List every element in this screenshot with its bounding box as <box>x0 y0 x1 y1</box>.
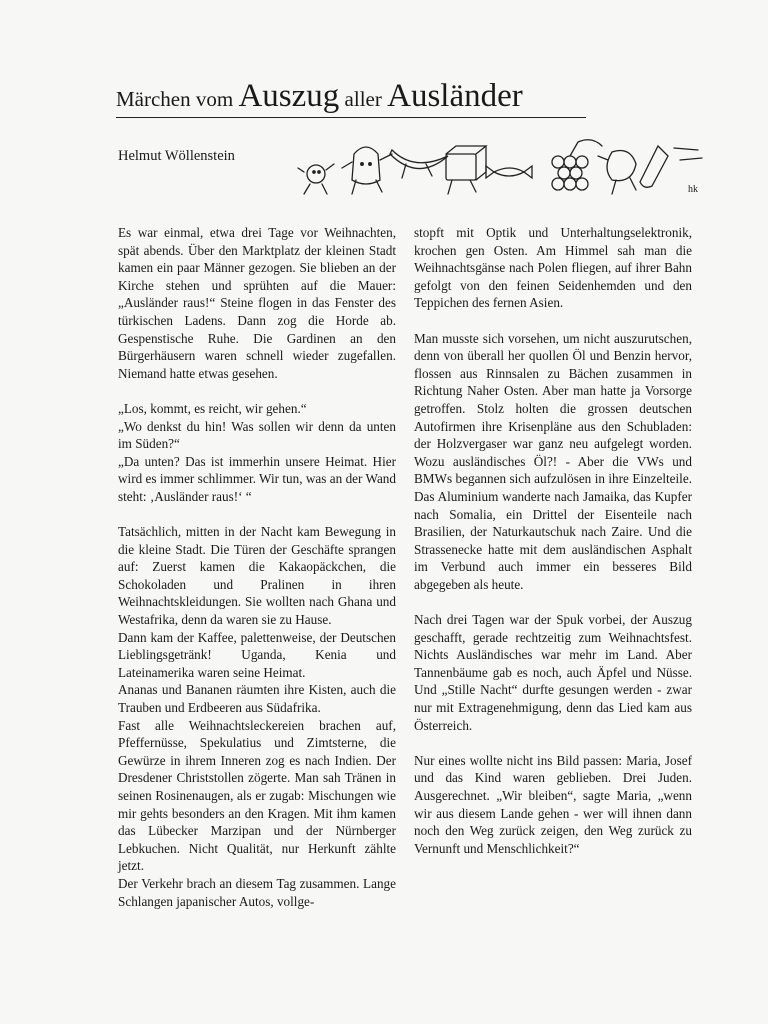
paragraph: Nur eines wollte nicht ins Bild passen: Maria, Josef und das Kind waren geblieben. Drei Juden. Ausgerechnet. „Wir bleiben“, sagte Maria, „wenn wir aus diesem Lande gehen - wer will ihnen dann noch den Weg zurück zeigen, den Weg zurück zu Vernunft und Menschlichkeit?“ <box>414 752 692 856</box>
paragraph: Ananas und Bananen räumten ihre Kisten, auch die Trauben und Erdbeeren aus Südafrika. <box>118 682 396 716</box>
svg-text:hk: hk <box>688 184 698 195</box>
text-column-left <box>118 224 396 910</box>
page-title <box>116 78 586 118</box>
paragraph: Der Verkehr brach an diesem Tag zusammen. Lange Schlangen japanischer Autos, vollge- <box>118 875 396 909</box>
paragraph: Es war einmal, etwa drei Tage vor Weihnachten, spät abends. Über den Marktplatz der kleinen Stadt kamen ein paar Männer gezogen. Sie blieben an der Kirche stehen und sprühten auf die Mauer: „Ausländer raus!“ Steine flogen in das Fenster des türkischen Ladens. Dann zog die Horde ab. Gespenstische Ruhe. Die Gardinen an den Bürgerhäusern waren schnell wieder zugefallen. Niemand hatte etwas gesehen. <box>118 225 396 381</box>
paragraph: Man musste sich vorsehen, um nicht auszurutschen, denn von überall her quollen Öl und Benzin hervor, flossen aus Rinnsalen zu Bächen zusammen in Richtung Naher Osten. Aber man hatte ja Vorsorge getroffen. Stolz holten die grossen deutschen Autofirmen ihre Krisenpläne aus den Schubladen: der Holzvergaser war ganz neu aufgelegt worden. Wozu ausländisches Öl?! - Aber die VWs und BMWs begannen sich aufzulösen in ihre Einzelteile. Das Aluminium wanderte nach Jamaika, das Kupfer nach Somalia, ein Drittel der Eisenteile nach Brasilien, der Naturkautschuk nach Zaire. Und die Strassenecke hatte mit dem ausländischen Asphalt im Verbund auch immer ein besseres Bild abgegeben als heute. <box>414 330 692 592</box>
text-column-right <box>414 224 692 875</box>
paragraph: stopft mit Optik und Unterhaltungselektronik, krochen gen Osten. Am Himmel sah man die Weihnachtsgänse nach Polen fliegen, auf ihrer Bahn gefolgt von den feinen Seidenhemden und den Teppichen des fernen Asien. <box>414 225 692 311</box>
paragraph: Nach drei Tagen war der Spuk vorbei, der Auszug geschafft, gerade rechtzeitig zum Weihnachtsfest. Nichts Ausländisches war mehr im Land. Aber Tannenbäume gab es noch, auch Äpfel und Nüsse. Und „Stille Nacht“ durfte gesungen werden - zwar nur mit Extragenehmigung, denn das Lied kam aus Österreich. <box>414 612 692 733</box>
paragraph: „Los, kommt, es reicht, wir gehen.“ <box>118 400 307 416</box>
paragraph: Dann kam der Kaffee, palettenweise, der Deutschen Lieblingsgetränk! Uganda, Kenia und Lateinamerika waren seine Heimat. <box>118 629 396 680</box>
title-part-4: Ausländer <box>387 78 523 114</box>
paragraph: Tatsächlich, mitten in der Nacht kam Bewegung in die kleine Stadt. Die Türen der Geschäfte sprangen auf: Zuerst kamen die Kakaopäckchen, die Schokoladen und Pralinen in ihren Weihnachtskleidungen. Sie wollten nach Ghana und Westafrika, denn da waren sie zu Hause. <box>118 524 396 628</box>
title-part-1: Märchen vom <box>116 87 239 111</box>
author-name: Helmut Wöllenstein <box>118 148 235 164</box>
title-part-3: aller <box>339 87 388 111</box>
emigrating-goods-drawing-icon <box>296 132 716 212</box>
paragraph: Fast alle Weihnachtsleckereien brachen auf, Pfeffernüsse, Spekulatius und Zimtsterne, die Gewürze in ihrem Inneren zog es nach Indien. Der Dresdener Christstollen zögerte. Man sah Tränen in seinen Rosinenaugen, als er zugab: Mischungen wie mir gehts besonders an den Kragen. Mit ihm kamen das Lübecker Marzipan und der Nürnberger Lebkuchen. Nicht Qualität, nur Herkunft zählte jetzt. <box>118 717 396 874</box>
paragraph: „Wo denkst du hin! Was sollen wir denn da unten im Süden?“ <box>118 418 396 452</box>
title-part-2: Auszug <box>238 78 340 114</box>
paragraph: „Da unten? Das ist immerhin unsere Heimat. Hier wird es immer schlimmer. Wir tun, was an der Wand steht: ‚Ausländer raus!‘ “ <box>118 453 396 504</box>
